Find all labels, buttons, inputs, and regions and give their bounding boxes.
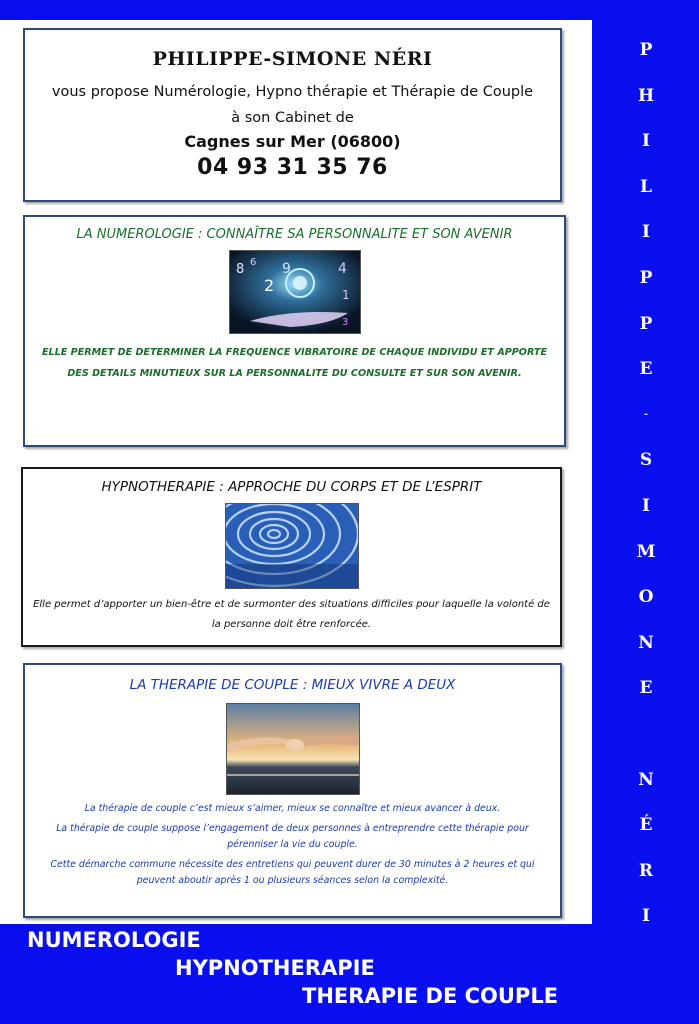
practitioner-name: PHILIPPE-SIMONE NÉRI [152,48,433,70]
vertical-letter: I [642,495,650,516]
vertical-letter [620,724,672,770]
vertical-letter: R [638,860,654,881]
vertical-letter: N [638,769,654,790]
couple-title: LA THERAPIE DE COUPLE : MIEUX VIVRE A DEUX [129,677,456,693]
svg-text:2: 2 [263,276,274,295]
vertical-letter: M [636,541,656,562]
vertical-letter: H [637,85,655,106]
services-line: vous propose Numérologie, Hypno thérapie et Thérapie de Couple [51,84,534,100]
vertical-letter: L [640,176,652,197]
hypnotherapie-title: HYPNOTHERAPIE : APPROCHE DU CORPS ET DE L’ESPRIT [101,479,482,495]
flyer-page [0,20,592,924]
numerology-image [229,250,361,334]
header-box [23,28,562,202]
vertical-letter: P [639,267,653,288]
svg-text:4: 4 [337,261,347,277]
vertical-letter: N [638,632,654,653]
svg-text:9: 9 [281,261,291,277]
vertical-letter: I [642,906,650,927]
hypnotherapie-description: Elle permet d’apporter un bien-être et de surmonter des situations difficiles pour laquelle la volonté de la personne doit être renforcée. [33,599,550,630]
svg-text:6: 6 [249,257,256,268]
city-line: Cagnes sur Mer (06800) [184,132,401,151]
vertical-letter: E [639,678,653,699]
numerologie-section [23,215,566,447]
couple-paragraph-1: La thérapie de couple c’est mieux s’aimer, mieux se connaître et mieux avancer à deux. [84,803,501,814]
vertical-letter: E [639,359,653,380]
couple-paragraph-3: Cette démarche commune nécessite des entretiens qui peuvent durer de 30 minutes à 2 heures et qui peuvent aboutir après 1 ou plusieurs séances selon la complexité. [50,859,535,886]
numerologie-title: LA NUMEROLOGIE : CONNAÎTRE SA PERSONNALITE ET SON AVENIR [76,227,513,242]
cabinet-line: à son Cabinet de [231,110,354,126]
numerologie-description: ELLE PERMET DE DETERMINER LA FREQUENCE VIBRATOIRE DE CHAQUE INDIVIDU ET APPORTE DES DETAILS MINUTIEUX SUR LA PERSONNALITE DU CONSULTE ET SUR SON AVENIR. [41,347,548,379]
phone-number: 04 93 31 35 76 [197,155,388,180]
vertical-name [620,40,672,952]
svg-text:8: 8 [235,262,244,277]
vertical-letter: - [644,409,648,420]
couple-paragraph-2: La thérapie de couple suppose l’engagement de deux personnes à entreprendre cette thérapie pour pérenniser la vie du couple. [56,823,529,850]
vertical-letter: P [639,40,653,60]
vertical-letter: I [642,222,650,243]
vertical-letter: O [638,587,654,608]
svg-text:1: 1 [341,288,350,302]
vertical-letter: É [639,815,653,836]
footer-banner [0,924,592,1024]
footer-line-couple: THERAPIE DE COUPLE [302,984,559,1008]
svg-text:3: 3 [341,317,348,328]
footer-line-hypnotherapie: HYPNOTHERAPIE [175,956,375,980]
footer-line-numerologie: NUMEROLOGIE [27,928,201,952]
holding-hands-image [226,703,360,795]
vertical-letter: S [639,450,653,471]
hypnosis-spiral-image [225,503,359,589]
hypnotherapie-section [21,467,562,647]
vertical-letter: I [642,131,650,152]
vertical-letter: P [639,313,653,334]
couple-section [23,663,562,918]
